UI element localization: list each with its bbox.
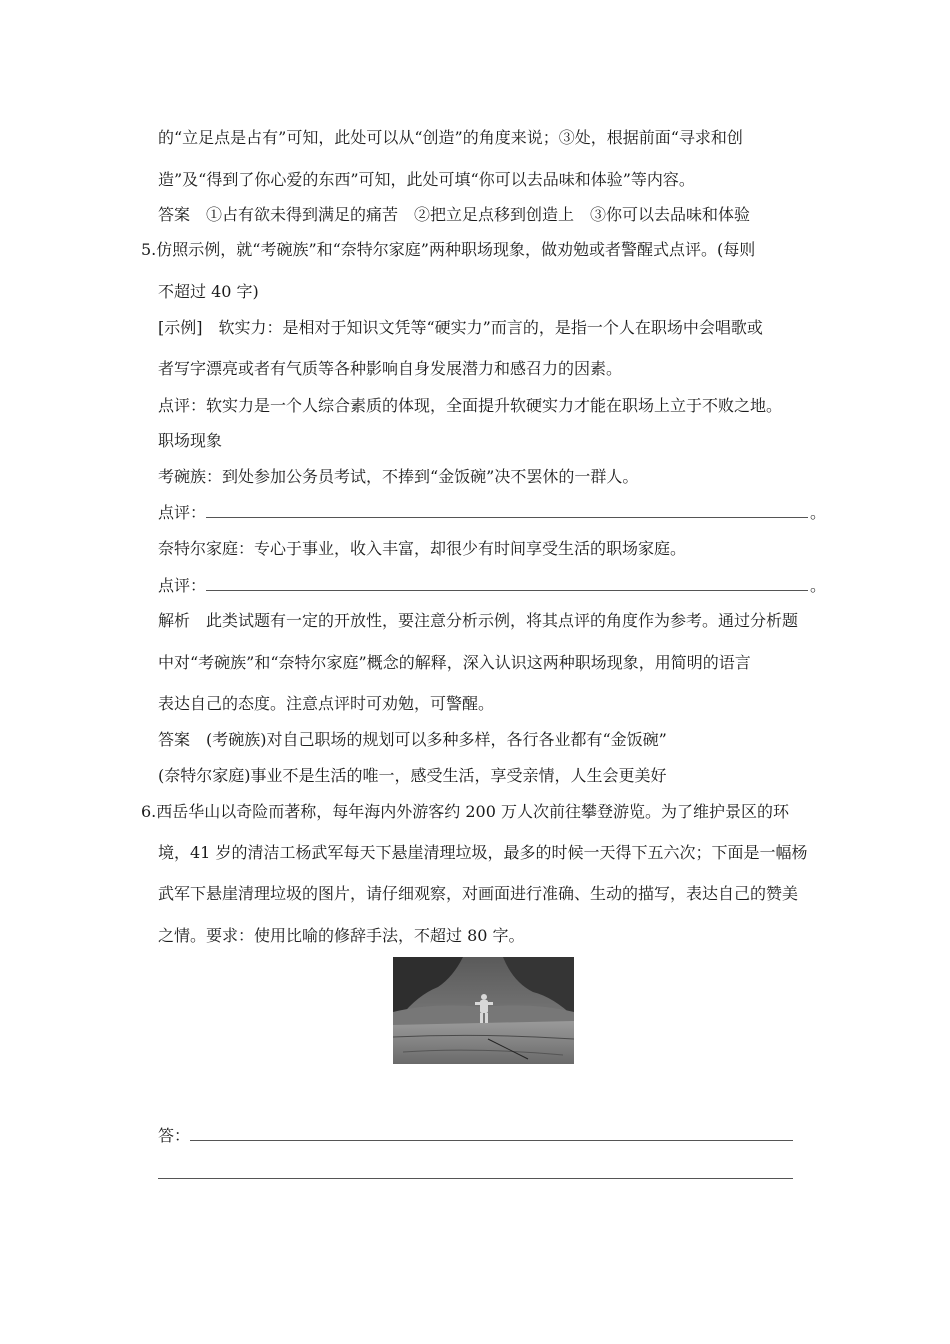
example-comment: 点评：软实力是一个人综合素质的体现，全面提升软硬实力才能在职场上立于不败之地。 xyxy=(158,396,783,415)
comment-label: 点评： xyxy=(158,576,207,595)
period-mark: 。 xyxy=(810,503,827,522)
answer-blank-line[interactable] xyxy=(158,1178,793,1179)
analysis-line: 表达自己的态度。注意点评时可劝勉，可警醒。 xyxy=(158,694,495,713)
period-mark: 。 xyxy=(810,576,827,595)
analysis-line: 中对“考碗族”和“奈特尔家庭”概念的解释，深入认识这两种职场现象，用简明的语言 xyxy=(158,653,751,672)
question-5: 5.仿照示例，就“考碗族”和“奈特尔家庭”两种职场现象，做劝勉或者警醒式点评。(每则 xyxy=(141,240,756,259)
phenomenon-naiteer: 奈特尔家庭：专心于事业，收入丰富，却很少有时间享受生活的职场家庭。 xyxy=(158,539,687,558)
question-5-cont: 不超过 40 字) xyxy=(158,282,259,301)
fill-in-blank-line[interactable] xyxy=(206,590,808,591)
phenomenon-kaowanzu: 考碗族：到处参加公务员考试，不捧到“金饭碗”决不罢休的一群人。 xyxy=(158,467,639,486)
cliff-cleaner-photo xyxy=(393,957,574,1064)
answer-label: 答： xyxy=(158,1126,191,1145)
question-6-cont: 之情。要求：使用比喻的修辞手法，不超过 80 字。 xyxy=(158,926,525,945)
comment-label: 点评： xyxy=(158,503,207,522)
answer-line-text: (奈特尔家庭)事业不是生活的唯一，感受生活，享受亲情，人生会更美好 xyxy=(158,766,667,785)
paragraph-line: 造”及“得到了你心爱的东西”可知，此处可填“你可以去品味和体验”等内容。 xyxy=(158,170,695,189)
question-6-cont: 武军下悬崖清理垃圾的图片，请仔细观察，对画面进行准确、生动的描写，表达自己的赞美 xyxy=(158,884,799,903)
question-6: 6.西岳华山以奇险而著称，每年海内外游客约 200 万人次前往攀登游览。为了维护景区的环 xyxy=(141,802,789,821)
section-heading: 职场现象 xyxy=(158,431,223,450)
answer-line-text: 答案 ①占有欲未得到满足的痛苦 ②把立足点移到创造上 ③你可以去品味和体验 xyxy=(158,205,751,224)
answer-blank-line[interactable] xyxy=(190,1140,793,1141)
paragraph-line: 的“立足点是占有”可知，此处可以从“创造”的角度来说；③处，根据前面“寻求和创 xyxy=(158,128,743,147)
question-6-cont: 境，41 岁的清洁工杨武军每天下悬崖清理垃圾，最多的时候一天得下五六次；下面是一幅杨 xyxy=(158,843,808,862)
answer-line-text: 答案 (考碗族)对自己职场的规划可以多种多样，各行各业都有“金饭碗” xyxy=(158,730,667,749)
analysis-line: 解析 此类试题有一定的开放性，要注意分析示例，将其点评的角度作为参考。通过分析题 xyxy=(158,611,799,630)
example-line: [示例] 软实力：是相对于知识文凭等“硬实力”而言的，是指一个人在职场中会唱歌或 xyxy=(158,318,763,337)
fill-in-blank-line[interactable] xyxy=(206,517,808,518)
example-line: 者写字漂亮或者有气质等各种影响自身发展潜力和感召力的因素。 xyxy=(158,359,623,378)
